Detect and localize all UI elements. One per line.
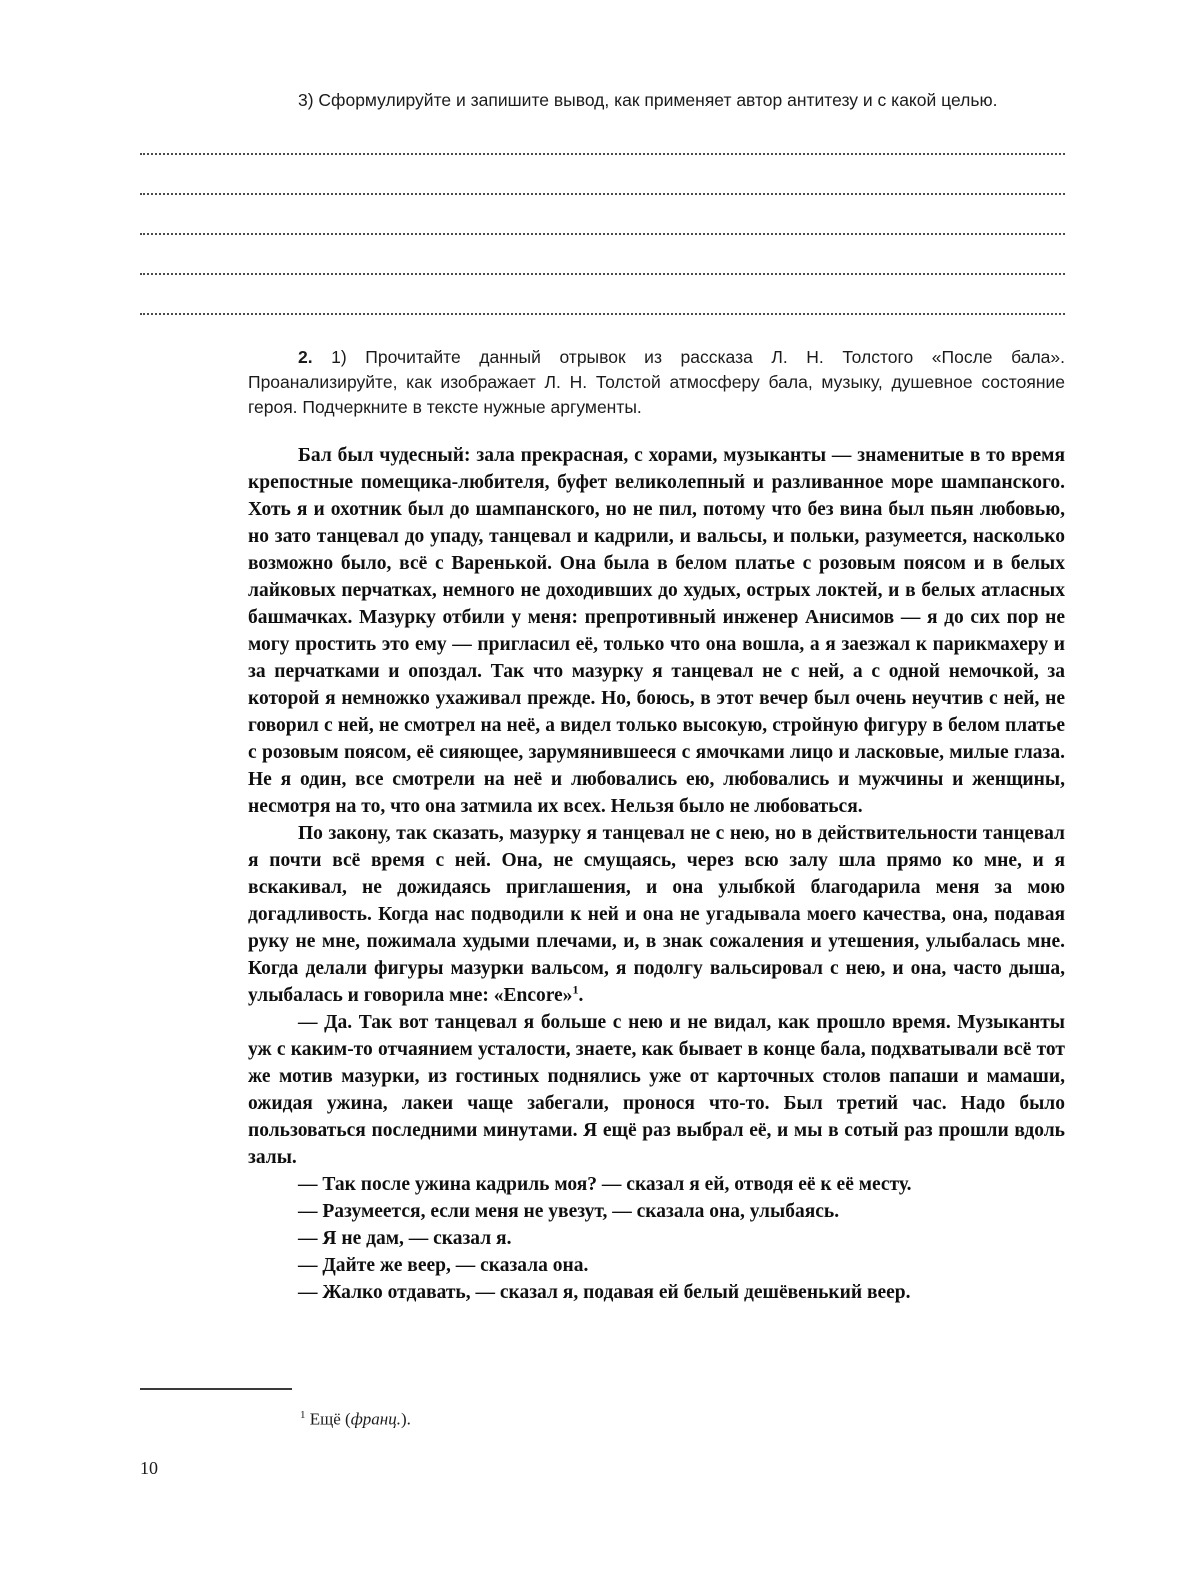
footnote-marker: 1 bbox=[300, 1409, 306, 1421]
dialogue-line-1: — Так после ужина кадриль моя? — сказал я ей, отводя её к её месту. bbox=[298, 1174, 912, 1195]
answer-line-4[interactable] bbox=[140, 235, 1065, 275]
excerpt-paragraph-1: Бал был чудесный: зала прекрасная, с хорами, музыканты — знаменитые в то время крепостные помещика-любителя, буфет великолепный и разливанное море шампанского. Хоть я и охотник был до шампанского, но не пил, потому что без вина был пьян любовью, но зато танцевал до упаду, танцевал и кадрили, и вальсы, и польки, разумеется, насколько возможно было, всё с Варенькой. Она была в белом платье с розовым поясом и в белых лайковых перчатках, немного не доходивших до худых, острых локтей, и в белых атласных башмачках. Мазурку отбили у меня: препротивный инженер Анисимов — я до сих пор не могу простить это ему — пригласил её, только что она вошла, а я заезжал к парикмахеру и за перчатками и опоздал. Так что мазурку я танцевал не с ней, а с одной немочкой, за которой я немножко ухаживал прежде. Но, боюсь, в этот вечер был очень неучтив с ней, не говорил с ней, не смотрел на неё, а видел только высокую, стройную фигуру в белом платье с розовым поясом, её сияющее, зарумянившееся с ямочками лицо и ласковые, милые глаза. Не я один, все смотрели на неё и любовались ею, любовались и мужчины и женщины, несмотря на то, что она затмила их всех. Нельзя было не любоваться. bbox=[248, 445, 1065, 817]
page-number: 10 bbox=[140, 1458, 158, 1478]
footnote bbox=[300, 1404, 1065, 1431]
tolstoy-excerpt bbox=[248, 442, 1065, 1306]
task-2-instructions: 1) Прочитайте данный отрывок из рассказа Л. Н. Толстого «После бала». Проанализируйте, как изображает Л. Н. Толстой атмосферу бала, музыку, душевное состояние героя. Подчеркните в тексте нужные аргументы. bbox=[248, 347, 1065, 417]
answer-line-5[interactable] bbox=[140, 275, 1065, 315]
task-3-text: 3) Сформулируйте и запишите вывод, как применяет автор антитезу и с какой целью. bbox=[298, 90, 998, 110]
excerpt-paragraph-2 bbox=[248, 820, 1065, 1009]
excerpt-paragraph-2-text: По закону, так сказать, мазурку я танцевал не с нею, но в действительности танцевал я почти всё время с ней. Она, не смущаясь, через всю залу шла прямо ко мне, и я вскакивал, не дожидаясь приглашения, и она улыбкой благодарила меня за мою догадливость. Когда нас подводили к ней и она не угадывала моего качества, она, подавая руку не мне, пожимала худыми плечами, и, в знак сожаления и утешения, улыбалась мне. Когда делали фигуры мазурки вальсом, я подолгу вальсировал с нею, и она, часто дыша, улыбалась и говорила мне: «Encore» bbox=[248, 823, 1065, 1006]
dialogue-line-5: — Жалко отдавать, — сказал я, подавая ей белый дешёвенький веер. bbox=[298, 1282, 911, 1303]
footnote-separator bbox=[140, 1388, 292, 1390]
footnote-text-end: ). bbox=[400, 1409, 411, 1429]
footnote-area bbox=[140, 1388, 1065, 1431]
dialogue-line-4: — Дайте же веер, — сказала она. bbox=[298, 1255, 589, 1276]
answer-line-1[interactable] bbox=[140, 115, 1065, 155]
dialogue-line-3: — Я не дам, — сказал я. bbox=[298, 1228, 512, 1249]
footnote-text-italic: франц. bbox=[350, 1409, 401, 1429]
footnote-reference: 1 bbox=[572, 982, 579, 997]
dialogue-line-2: — Разумеется, если меня не увезут, — сказала она, улыбаясь. bbox=[298, 1201, 840, 1222]
task-2-number: 2. bbox=[298, 347, 313, 367]
excerpt-paragraph-3: — Да. Так вот танцевал я больше с нею и не видал, как прошло время. Музыканты уж с каким-то отчаянием усталости, знаете, как бывает в конце бала, подхватывали всё тот же мотив мазурки, из гостиных поднялись уже от карточных столов папаши и мамаши, ожидая ужина, лакеи чаще забегали, пронося что-то. Был третий час. Надо было пользоваться последними минутами. Я ещё раз выбрал её, и мы в сотый раз прошли вдоль залы. bbox=[248, 1012, 1065, 1168]
excerpt-paragraph-2-end: . bbox=[578, 985, 584, 1006]
answer-line-3[interactable] bbox=[140, 195, 1065, 235]
answer-lines-block bbox=[140, 115, 1065, 315]
answer-line-2[interactable] bbox=[140, 155, 1065, 195]
task-2-text bbox=[248, 345, 1065, 420]
footnote-text-start: Ещё ( bbox=[305, 1409, 351, 1429]
